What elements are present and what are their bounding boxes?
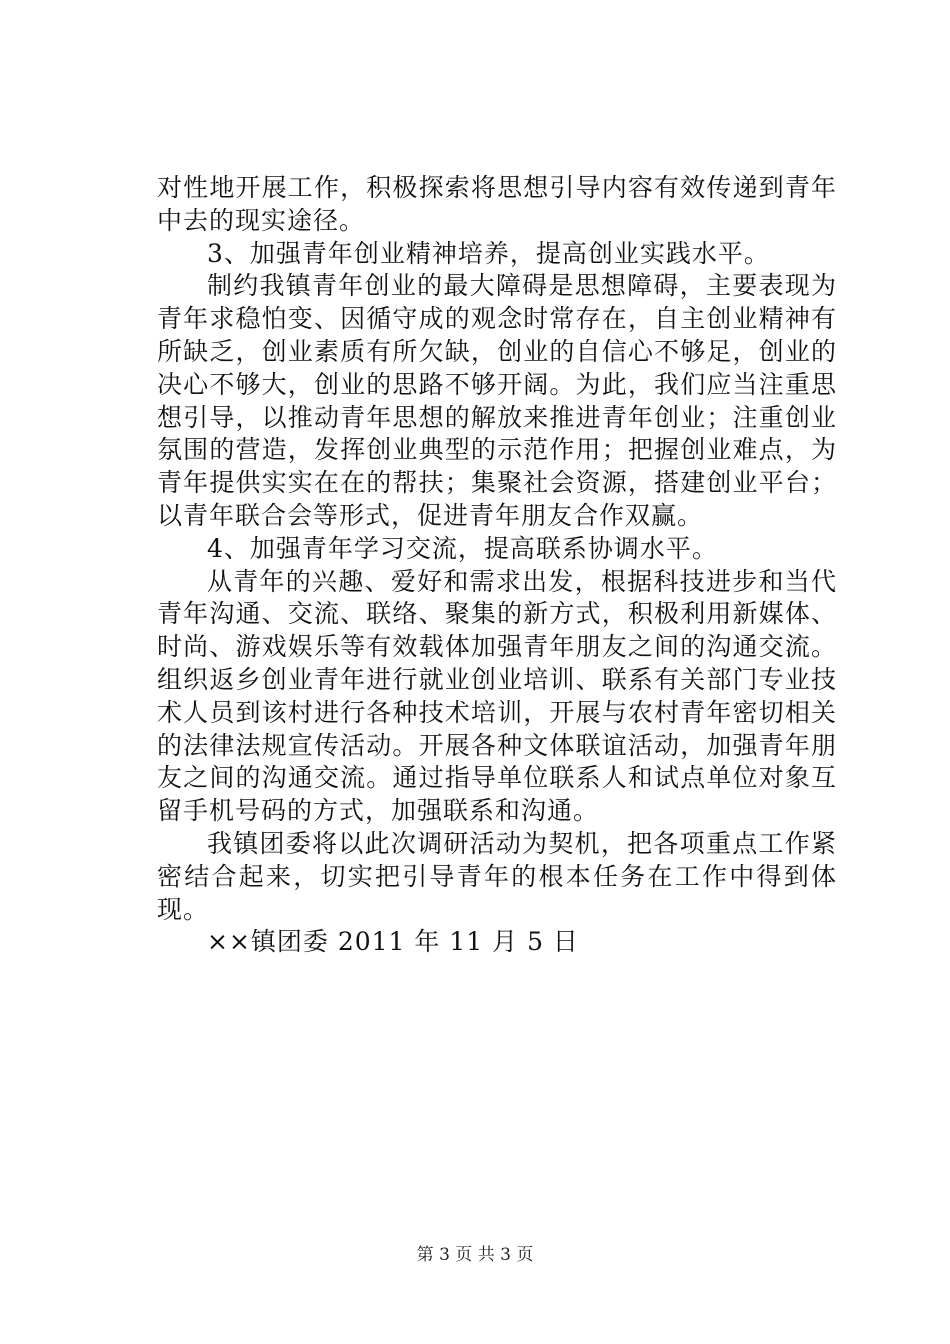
paragraph-conclusion: 我镇团委将以此次调研活动为契机，把各项重点工作紧密结合起来，切实把引导青年的根本任务在工作中得到体现。 (157, 828, 837, 924)
section-heading-3: 3、加强青年创业精神培养，提高创业实践水平。 (207, 238, 770, 268)
page-footer: 第 3 页 共 3 页 (416, 1245, 534, 1265)
document-body (157, 172, 837, 959)
signature-date: ××镇团委 2011 年 11 月 5 日 (207, 927, 579, 957)
paragraph-continuation: 对性地开展工作，积极探索将思想引导内容有效传递到青年中去的现实途径。 (157, 173, 837, 235)
paragraph-communication: 从青年的兴趣、爱好和需求出发，根据科技进步和当代青年沟通、交流、联络、聚集的新方式，积极利用新媒体、时尚、游戏娱乐等有效载体加强青年朋友之间的沟通交流。组织返乡创业青年进行就业创业培训、联系有关部门专业技术人员到该村进行各种技术培训，开展与农村青年密切相关的法律法规宣传活动。开展各种文体联谊活动，加强青年朋友之间的沟通交流。通过指导单位联系人和试点单位对象互留手机号码的方式，加强联系和沟通。 (157, 566, 837, 826)
paragraph-entrepreneurship: 制约我镇青年创业的最大障碍是思想障碍，主要表现为青年求稳怕变、因循守成的观念时常存在，自主创业精神有所缺乏，创业素质有所欠缺，创业的自信心不够足，创业的决心不够大，创业的思路不够开阔。为此，我们应当注重思想引导，以推动青年思想的解放来推进青年创业；注重创业氛围的营造，发挥创业典型的示范作用；把握创业难点，为青年提供实实在在的帮扶；集聚社会资源，搭建创业平台；以青年联合会等形式，促进青年朋友合作双赢。 (157, 271, 837, 530)
section-heading-4: 4、加强青年学习交流，提高联系协调水平。 (207, 533, 718, 563)
